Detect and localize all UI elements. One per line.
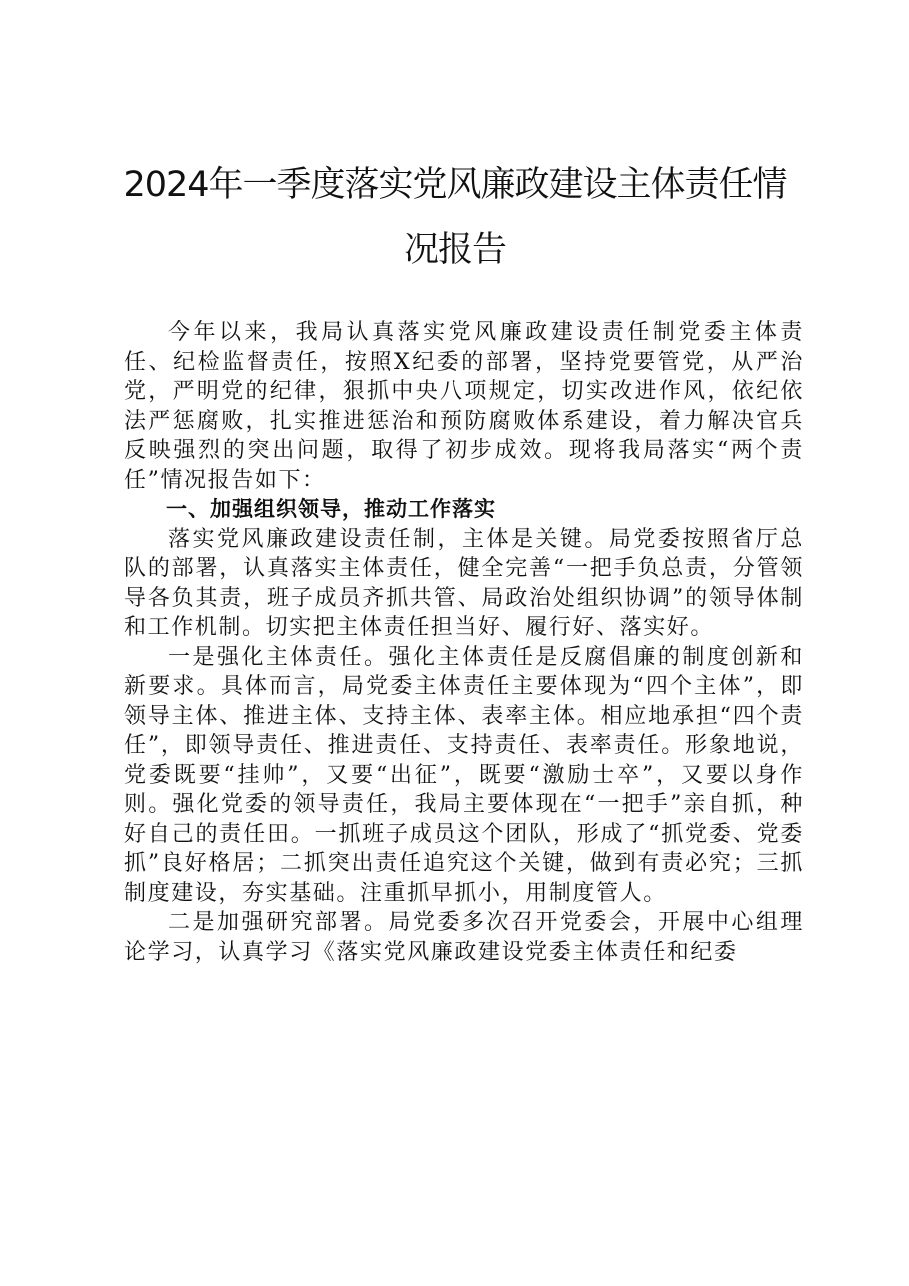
document-title-line-2: 况报告 — [403, 230, 506, 270]
document-title-line-1: 2024年一季度落实党风廉政建设主体责任情 — [123, 165, 787, 205]
section-heading-1: 一、加强组织领导，推动工作落实 — [166, 497, 496, 521]
intro-paragraph: 今年以来，我局认真落实党风廉政建设责任制党委主体责任、纪检监督责任，按照X纪委的部署，坚持党要管党，从严治党，严明党的纪律，狠抓中央八项规定，切实改进作风，依纪依法严惩腐败，扎实推进惩治和预防腐败体系建设，着力解决官兵反映强烈的突出问题，取得了初步成效。现将我局落实“两个责任”情况报告如下： — [124, 320, 804, 493]
body-paragraph: 落实党风廉政建设责任制，主体是关键。局党委按照省厅总队的部署，认真落实主体责任，健全完善“一把手负总责，分管领导各负其责，班子成员齐抓共管、局政治处组织协调”的领导体制和工作机制。切实把主体责任担当好、履行好、落实好。 — [124, 526, 804, 640]
body-paragraph: 一是强化主体责任。强化主体责任是反腐倡廉的制度创新和新要求。具体而言，局党委主体责任主要体现为“四个主体”，即领导主体、推进主体、支持主体、表率主体。相应地承担“四个责任”，即领导责任、推进责任、支持责任、表率责任。形象地说，党委既要“挂帅”，又要“出征”，既要“激励士卒”，又要以身作则。强化党委的领导责任，我局主要体现在“一把手”亲自抓，种好自己的责任田。一抓班子成员这个团队，形成了“抓党委、党委抓”良好格居；二抓突出责任追究这个关键，做到有责必究；三抓制度建设，夯实基础。注重抓早抓小，用制度管人。 — [124, 644, 804, 906]
body-paragraph: 二是加强研究部署。局党委多次召开党委会，开展中心组理论学习，认真学习《落实党风廉政建设党委主体责任和纪委 — [124, 910, 804, 965]
document-body — [124, 318, 804, 967]
